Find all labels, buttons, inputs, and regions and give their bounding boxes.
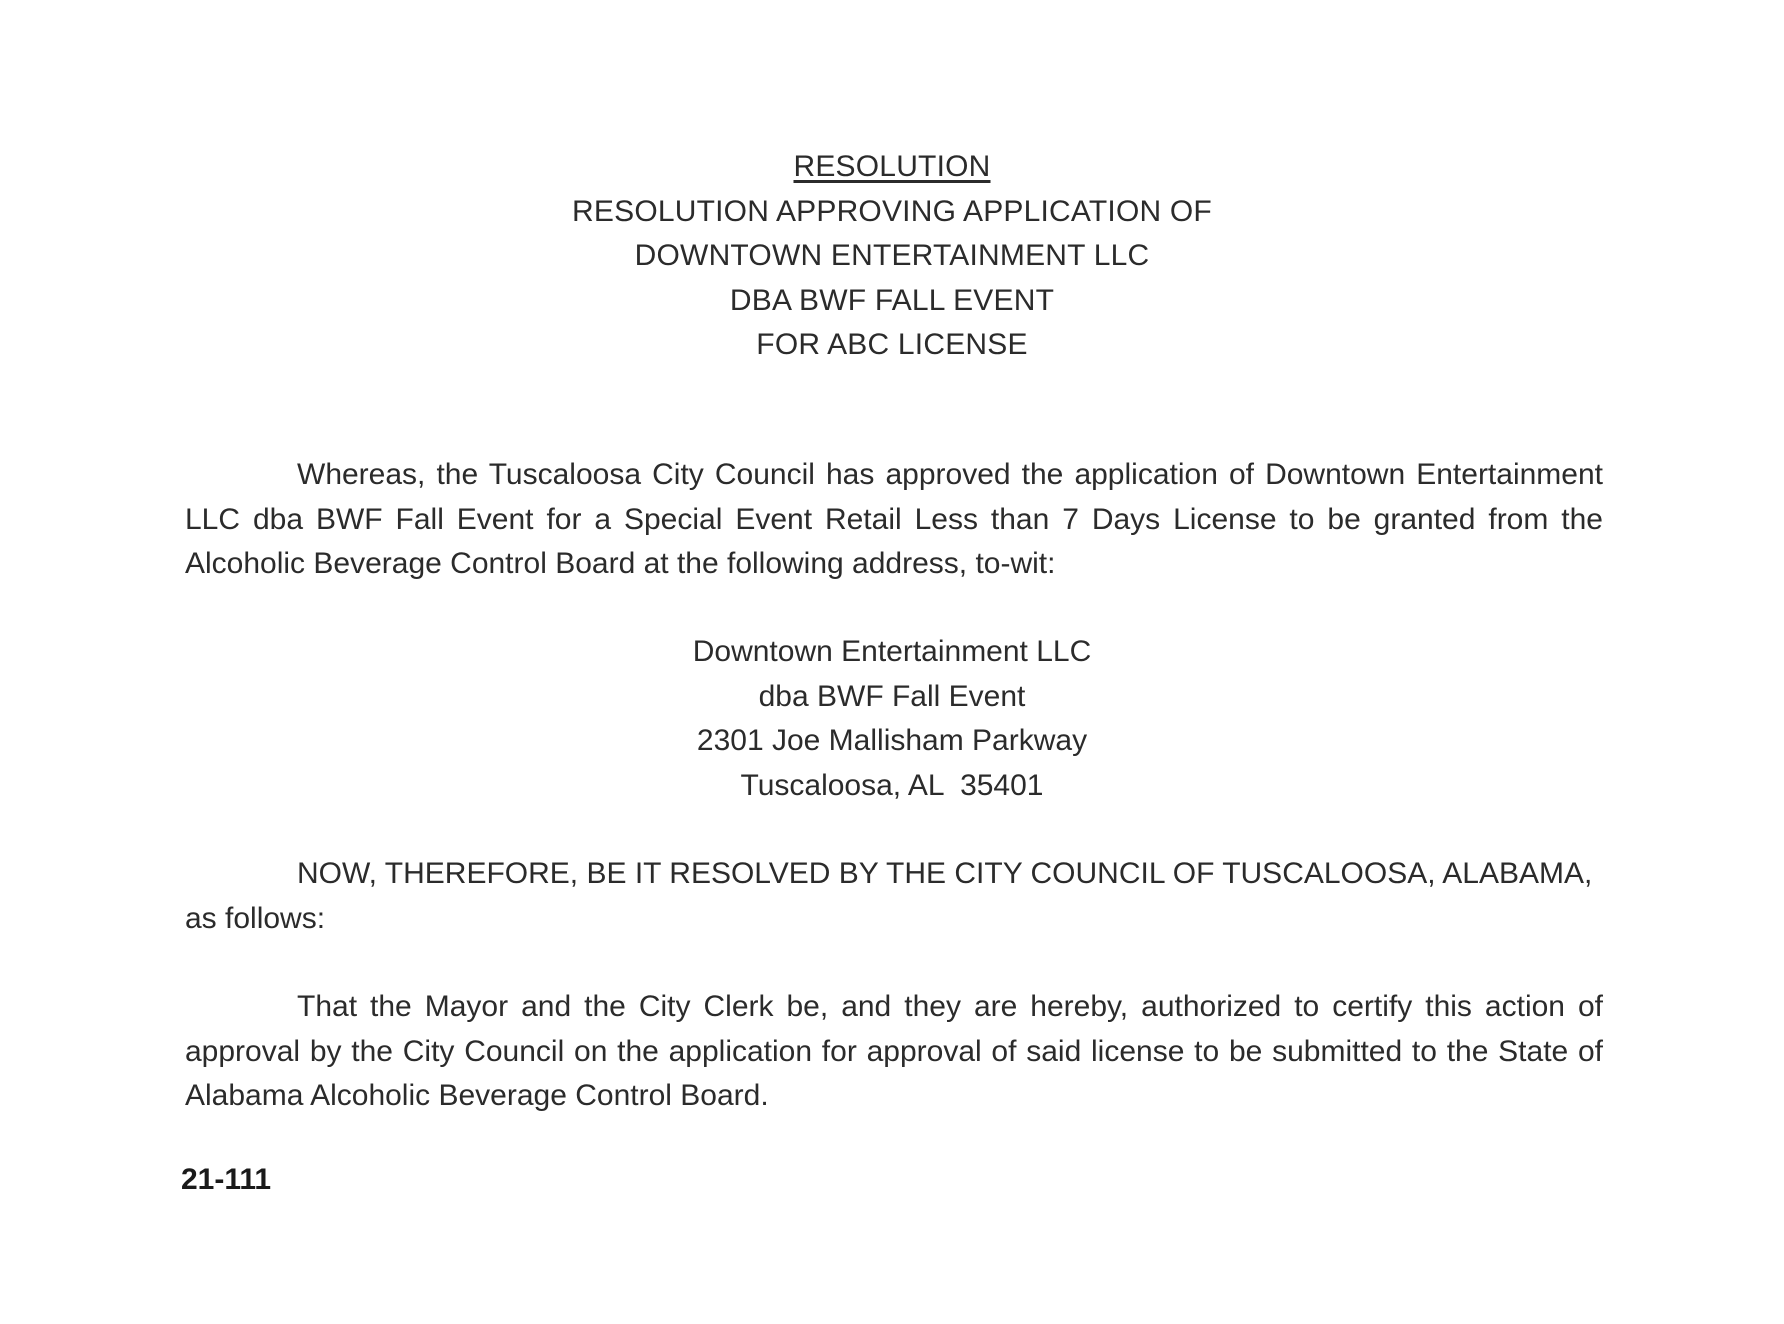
resolution-label: RESOLUTION (793, 150, 991, 183)
title-line-4: FOR ABC LICENSE (756, 328, 1028, 361)
address-line-3: 2301 Joe Mallisham Parkway (696, 724, 1088, 757)
document-number: 21-111 (181, 1163, 272, 1196)
address-line-1: Downtown Entertainment LLC (692, 635, 1092, 668)
resolved-paragraph (185, 852, 1603, 941)
resolution-heading (0, 145, 1784, 368)
address-block (0, 630, 1784, 808)
address-line-4: Tuscaloosa, AL 35401 (740, 768, 1044, 802)
title-line-3: DBA BWF FALL EVENT (729, 283, 1055, 317)
address-line-2: dba BWF Fall Event (758, 679, 1026, 713)
title-line-2: DOWNTOWN ENTERTAINMENT LLC (634, 239, 1150, 272)
authorization-paragraph (185, 985, 1603, 1119)
authorization-text: That the Mayor and the City Clerk be, and they are hereby, authorized to certify this action of approval by the City Council on the application for approval of said license to be submitted to the State of Alabama Alcoholic Beverage Control Board. (185, 990, 1603, 1112)
whereas-text: Whereas, the Tuscaloosa City Council has approved the application of Downtown Entertainment LLC dba BWF Fall Event for a Special Event Retail Less than 7 Days License to be granted from the Alcoholic Beverage Control Board at the following address, to-wit: (185, 458, 1603, 580)
resolved-text: NOW, THEREFORE, BE IT RESOLVED BY THE CITY COUNCIL OF TUSCALOOSA, ALABAMA, as follows: (185, 857, 1593, 935)
title-line-1: RESOLUTION APPROVING APPLICATION OF (572, 194, 1212, 228)
whereas-paragraph (185, 453, 1603, 587)
